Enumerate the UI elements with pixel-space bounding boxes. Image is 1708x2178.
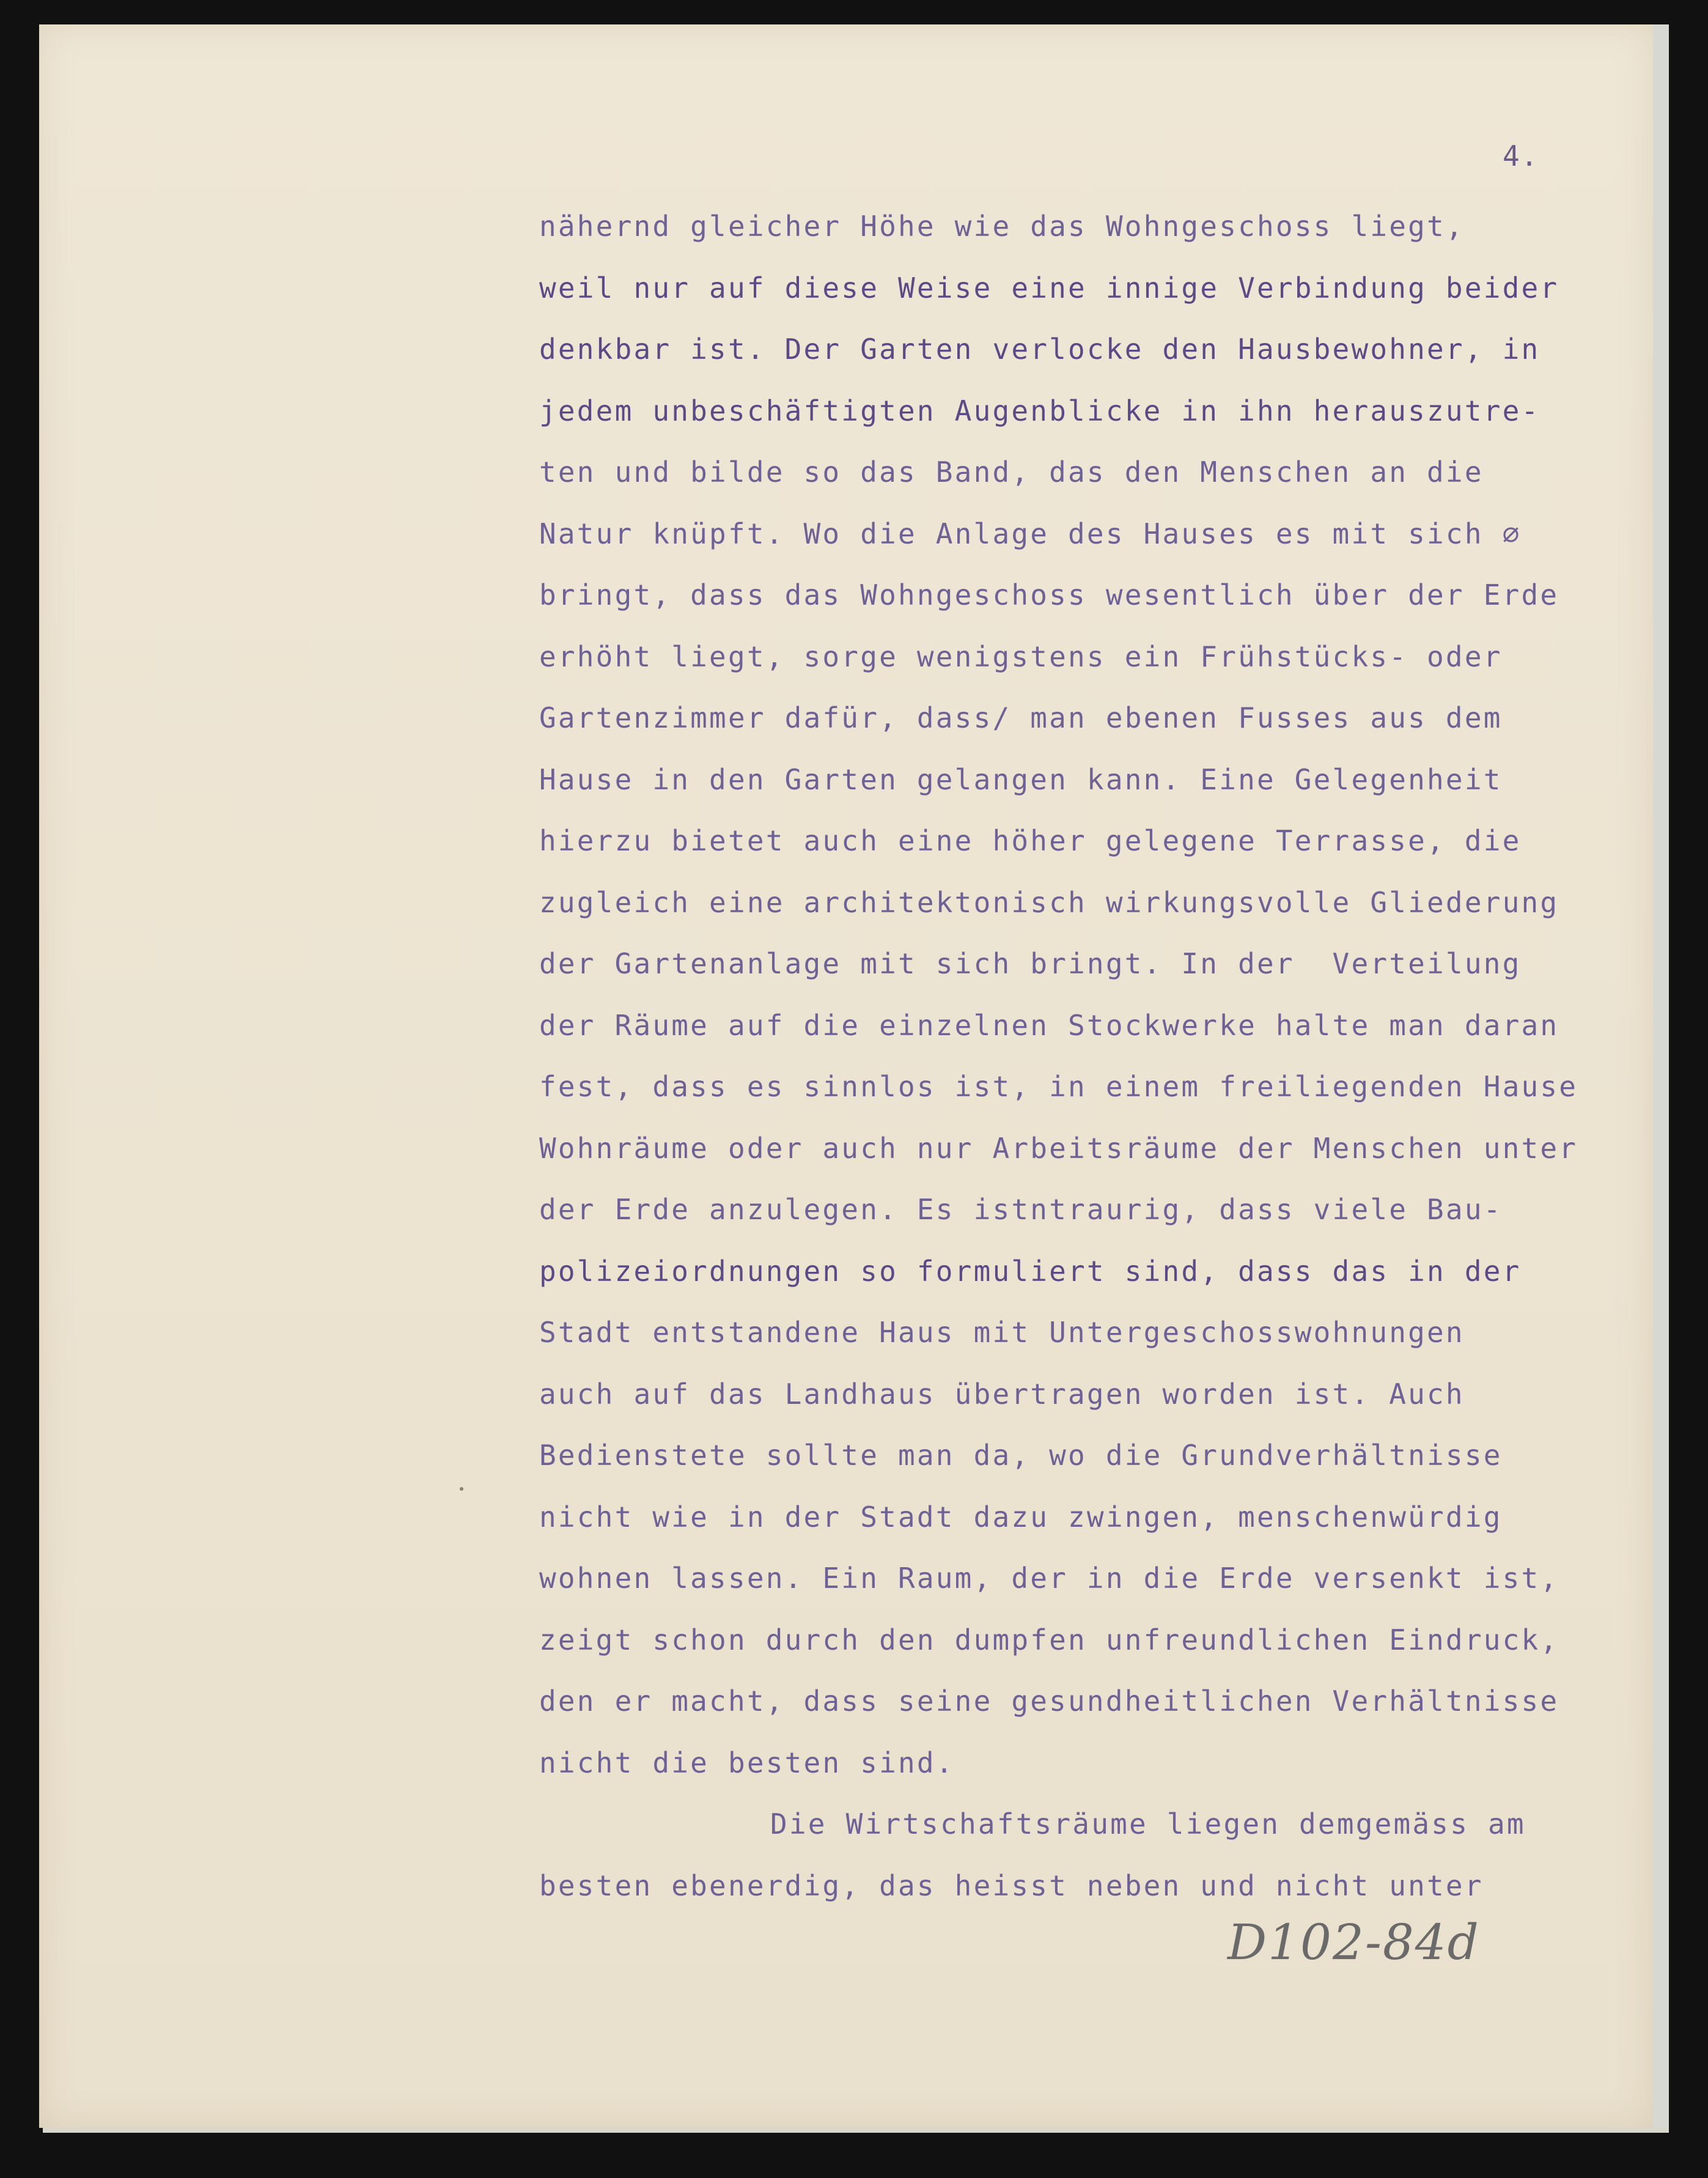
page-edge (1653, 24, 1669, 2128)
typescript-line: der Erde anzulegen. Es istntraurig, dass viele Bau- (539, 1193, 1503, 1226)
typescript-line: nicht die besten sind. (539, 1746, 955, 1779)
typescript-line: wohnen lassen. Ein Raum, der in die Erde versenkt ist, (539, 1562, 1559, 1595)
typescript-line: zeigt schon durch den dumpfen unfreundlichen Eindruck, (539, 1623, 1559, 1656)
archive-mark: D102-84d (1228, 1914, 1480, 1971)
typescript-line: Bedienstete sollte man da, wo die Grundverhältnisse (539, 1439, 1503, 1472)
typescript-line: bringt, dass das Wohngeschoss wesentlich über der Erde (539, 578, 1559, 611)
typescript-line: auch auf das Landhaus übertragen worden ist. Auch (539, 1377, 1465, 1411)
typescript-line: fest, dass es sinnlos ist, in einem freiliegenden Hause (539, 1070, 1578, 1103)
typescript-line: Gartenzimmer dafür, dass∕ man ebenen Fusses aus dem (539, 701, 1503, 734)
typescript-line: nicht wie in der Stadt dazu zwingen, menschenwürdig (539, 1500, 1503, 1534)
typescript-line: Hause in den Garten gelangen kann. Eine Gelegenheit (539, 762, 1503, 796)
typescript-line: zugleich eine architektonisch wirkungsvolle Gliederung (539, 885, 1559, 919)
page-number: 4. (1503, 139, 1539, 172)
typescript-line: besten ebenerdig, das heisst neben und nicht unter (539, 1869, 1484, 1902)
typescript-line: polizeiordnungen so formuliert sind, dass das in der (539, 1254, 1522, 1288)
typescript-line: Natur knüpft. Wo die Anlage des Hauses es mit sich ∅ (539, 517, 1522, 550)
typescript-line: Wohnräume oder auch nur Arbeitsräume der Menschen unter (539, 1131, 1578, 1165)
typescript-line: jedem unbeschäftigten Augenblicke in ihn herauszutre- (539, 394, 1541, 427)
paper-speck (460, 1487, 463, 1491)
typescript-line: Die Wirtschaftsräume liegen demgemäss am (770, 1807, 1526, 1840)
typescript-line: nähernd gleicher Höhe wie das Wohngeschoss liegt, (539, 210, 1465, 243)
typescript-line: Stadt entstandene Haus mit Untergeschosswohnungen (539, 1316, 1465, 1349)
typescript-line: der Räume auf die einzelnen Stockwerke halte man daran (539, 1008, 1559, 1042)
typescript-line: denkbar ist. Der Garten verlocke den Hausbewohner, in (539, 333, 1541, 366)
typescript-line: den er macht, dass seine gesundheitlichen Verhältnisse (539, 1685, 1559, 1718)
typescript-line: der Gartenanlage mit sich bringt. In der Verteilung (539, 947, 1522, 980)
typescript-line: ten und bilde so das Band, das den Menschen an die (539, 456, 1484, 489)
typescript-line: weil nur auf diese Weise eine innige Verbindung beider (539, 271, 1559, 305)
typescript-line: erhöht liegt, sorge wenigstens ein Frühstücks- oder (539, 640, 1503, 673)
typescript-body (539, 196, 1652, 1916)
typescript-line: hierzu bietet auch eine höher gelegene Terrasse, die (539, 824, 1522, 857)
